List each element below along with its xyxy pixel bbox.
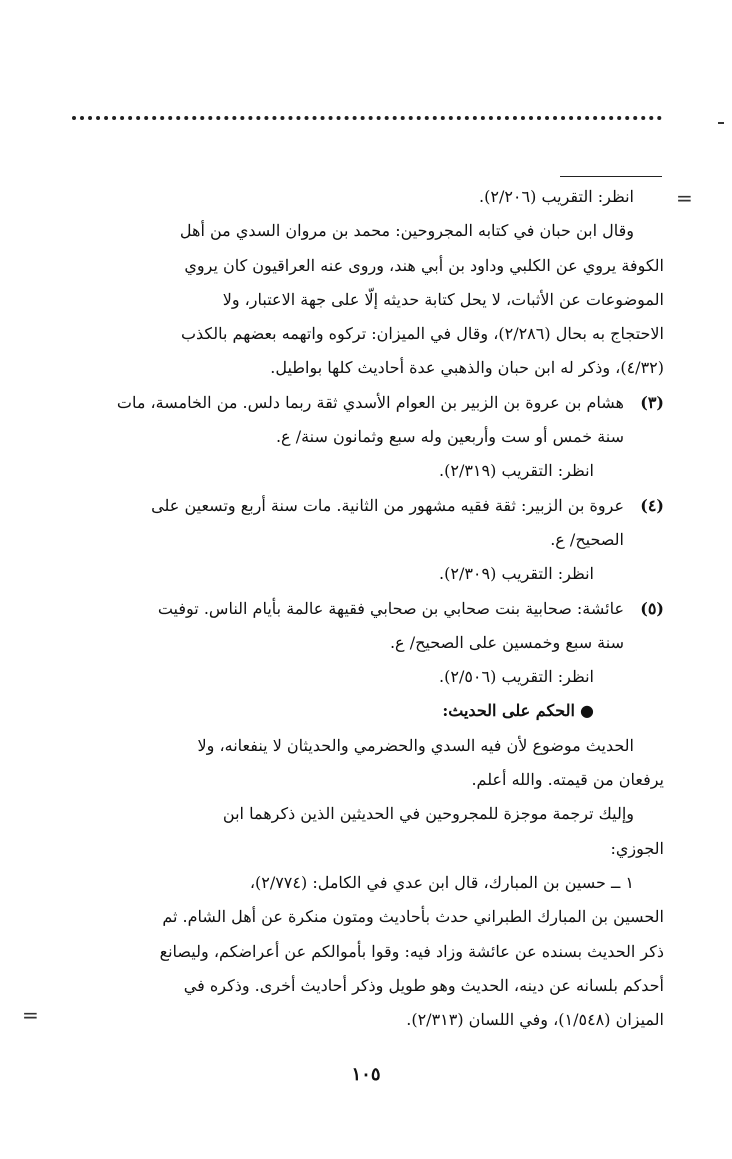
line-text: الاحتجاج به بحال (٢/٢٨٦)، وقال في الميزان: تركوه واتهمه بعضهم بالكذب [180,324,664,344]
text-line [60,283,664,317]
line-text: الحديث موضوع لأن فيه السدي والحضرمي والحديثان لا ينفعانه، ولا [197,735,634,755]
text-line [60,935,664,969]
footnote-text-block [60,180,664,1037]
line-text: الكوفة يروي عن الكلبي وداود بن أبي هند، وروى عنه العراقيون كان يروي [184,255,664,275]
footnote-rule [560,176,662,177]
section-heading: الحكم على الحديث: [442,701,575,721]
text-line [60,763,664,797]
line-text: الصحيح/ ع. [550,529,624,549]
footnote-number: (٣) [640,392,664,412]
text-line [60,523,664,557]
text-line [60,592,664,626]
text-line [60,317,664,351]
text-line [60,214,664,248]
line-text: هشام بن عروة بن الزبير بن العوام الأسدي ثقة ربما دلس. من الخامسة، مات [116,392,624,412]
margin-equals-mark-left: = [22,1003,39,1027]
text-line [60,660,664,694]
text-line [60,969,664,1003]
line-text: سنة خمس أو ست وأربعين وله سبع وثمانون سنة/ ع. [275,427,624,447]
text-line [60,249,664,283]
line-text: يرفعان من قيمته. والله أعلم. [471,770,664,790]
text-line [60,351,664,385]
text-line [60,866,664,900]
line-text: الموضوعات عن الأثبات، لا يحل كتابة حديثه إلّا على جهة الاعتبار، ولا [222,289,664,309]
line-text: انظر: التقريب (٢/٣٠٩). [439,564,594,584]
bullet-icon: ● [580,701,594,721]
text-line [60,626,664,660]
text-line [60,729,664,763]
text-line [60,454,664,488]
text-line [60,557,664,591]
page-number: ١٠٥ [351,1064,381,1085]
line-text: (٤/٣٢)، وذكر له ابن حبان والذهبي عدة أحاديث كلها بواطيل. [270,358,664,378]
line-text: الميزان (١/٥٤٨)، وفي اللسان (٢/٣١٣). [406,1010,664,1030]
text-line [60,900,664,934]
line-text: عروة بن الزبير: ثقة فقيه مشهور من الثانية. مات سنة أربع وتسعين على [151,495,624,515]
line-text: أحدكم بلسانه عن دينه، الحديث وهو طويل وذكر أحاديث أخرى. وذكره في [183,975,664,995]
dotted-separator [72,116,662,120]
line-text: سنة سبع وخمسين على الصحيح/ ع. [389,632,624,652]
line-text: عائشة: صحابية بنت صحابي بن صحابي فقيهة عالمة بأيام الناس. توفيت [157,598,624,618]
line-text: ١ ــ حسين بن المبارك، قال ابن عدي في الكامل: (٢/٧٧٤)، [249,872,634,892]
text-line [60,180,664,214]
text-line [60,386,664,420]
text-line [60,489,664,523]
text-line [60,694,664,728]
footnote-number: (٥) [640,598,664,618]
line-text: الحسين بن المبارك الطبراني حدث بأحاديث ومتون منكرة عن أهل الشام. ثم [162,907,664,927]
line-text: وإليك ترجمة موجزة للمجروحين في الحديثين الذين ذكرهما ابن [222,804,634,824]
line-text: انظر: التقريب (٢/٥٠٦). [439,667,594,687]
line-text: وقال ابن حبان في كتابه المجروحين: محمد بن مروان السدي من أهل [179,221,634,241]
text-line [60,797,664,831]
text-line [60,832,664,866]
text-line [60,1003,664,1037]
margin-tick [718,122,724,124]
line-text: انظر: التقريب (٢/٣١٩). [439,461,594,481]
line-text: ذكر الحديث بسنده عن عائشة وزاد فيه: وقوا بأموالكم عن أعراضكم، وليصانع [159,941,664,961]
text-line [60,420,664,454]
line-text: الجوزي: [610,838,664,858]
line-text: انظر: التقريب (٢/٢٠٦). [479,187,634,206]
margin-equals-mark-right: = [676,186,693,210]
footnote-number: (٤) [640,495,664,515]
